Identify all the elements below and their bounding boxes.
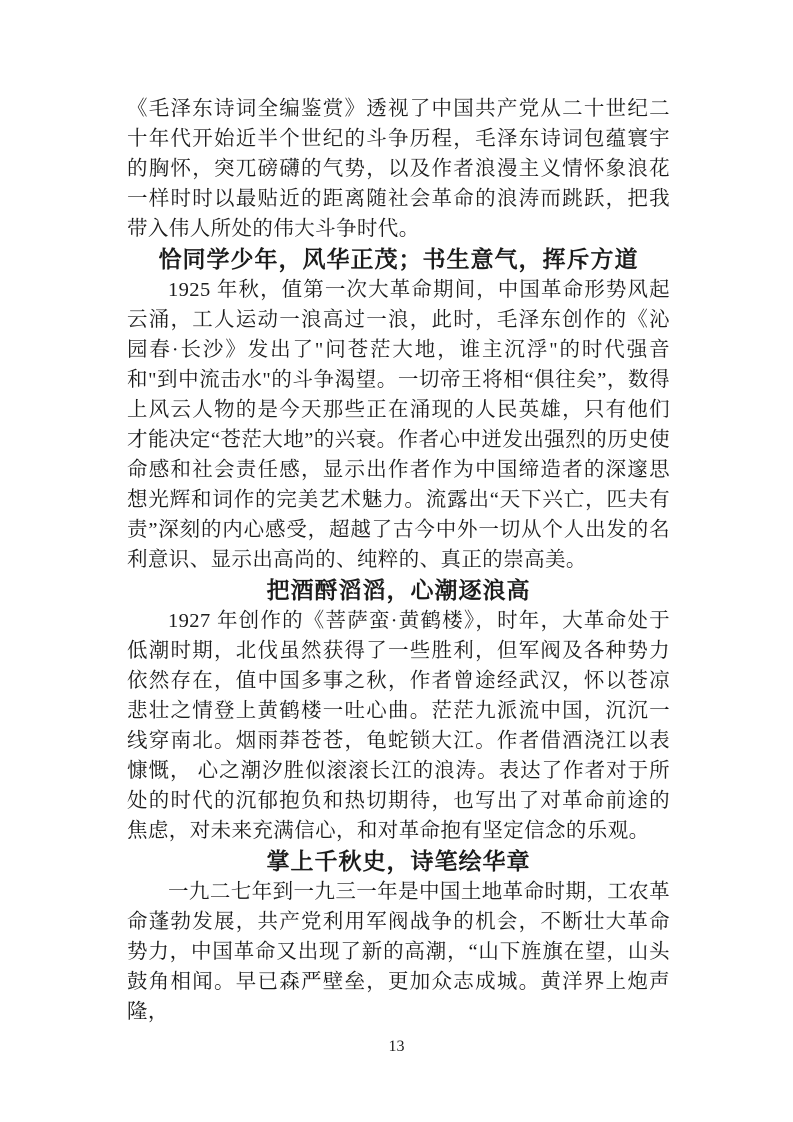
body-paragraph-intro: 《毛泽东诗词全编鉴赏》透视了中国共产党从二十世纪二十年代开始近半个世纪的斗争历程，毛泽东诗词包蕴寰宇的胸怀，突兀磅礴的气势，以及作者浪漫主义情怀象浪花一样时时以最贴近的距离随社会革命的浪涛而跳跃，把我带入伟人所处的伟大斗争时代。	[127, 98, 670, 240]
text-block	[127, 94, 670, 1027]
section-heading-1: 恰同学少年，风华正茂；书生意气，挥斥方道	[158, 247, 639, 272]
section-heading-3: 掌上千秋史，诗笔绘华章	[266, 849, 531, 874]
page-number: 13	[388, 1038, 405, 1055]
body-paragraph-1927: 1927 年创作的《菩萨蛮·黄鹤楼》，时年，大革命处于低潮时期，北伐虽然获得了一些胜利，但军阀及各种势力依然存在，值中国多事之秋，作者曾途经武汉，怀以苍凉悲壮之情登上黄鹤楼一吐心曲。茫茫九派流中国，沉沉一线穿南北。烟雨莽苍苍，龟蛇锁大江。作者借酒浇江以表慷慨， 心之潮汐胜似滚滚长江的浪涛。表达了作者对于所处的时代的沉郁抱负和热切期待，也写出了对革命前途的焦虑，对未来充满信心，和对革命抱有坚定信念的乐观。	[127, 610, 670, 842]
body-paragraph-1925: 1925 年秋，值第一次大革命期间，中国革命形势风起云涌，工人运动一浪高过一浪，此时，毛泽东创作的《沁园春·长沙》发出了"问苍茫大地，谁主沉浮"的时代强音和"到中流击水"的斗争渴望。一切帝王将相“俱往矣”，数得上风云人物的是今天那些正在涌现的人民英雄，只有他们才能决定“苍茫大地”的兴衰。作者心中迸发出强烈的历史使命感和社会责任感，显示出作者作为中国缔造者的深邃思想光辉和词作的完美艺术魅力。流露出“天下兴亡，匹夫有责”深刻的内心感受，超越了古今中外一切从个人出发的名利意识、显示出高尚的、纯粹的、真正的崇高美。	[127, 279, 670, 571]
section-heading-2: 把酒酹滔滔，心潮逐浪高	[266, 578, 531, 603]
body-paragraph-land-revolution: 一九二七年到一九三一年是中国土地革命时期，工农革命蓬勃发展，共产党利用军阀战争的机会，不断壮大革命势力，中国革命又出现了新的高潮，“山下旌旗在望，山头鼓角相闻。早已森严壁垒，更加众志成城。黄洋界上炮声隆，	[127, 881, 670, 1023]
